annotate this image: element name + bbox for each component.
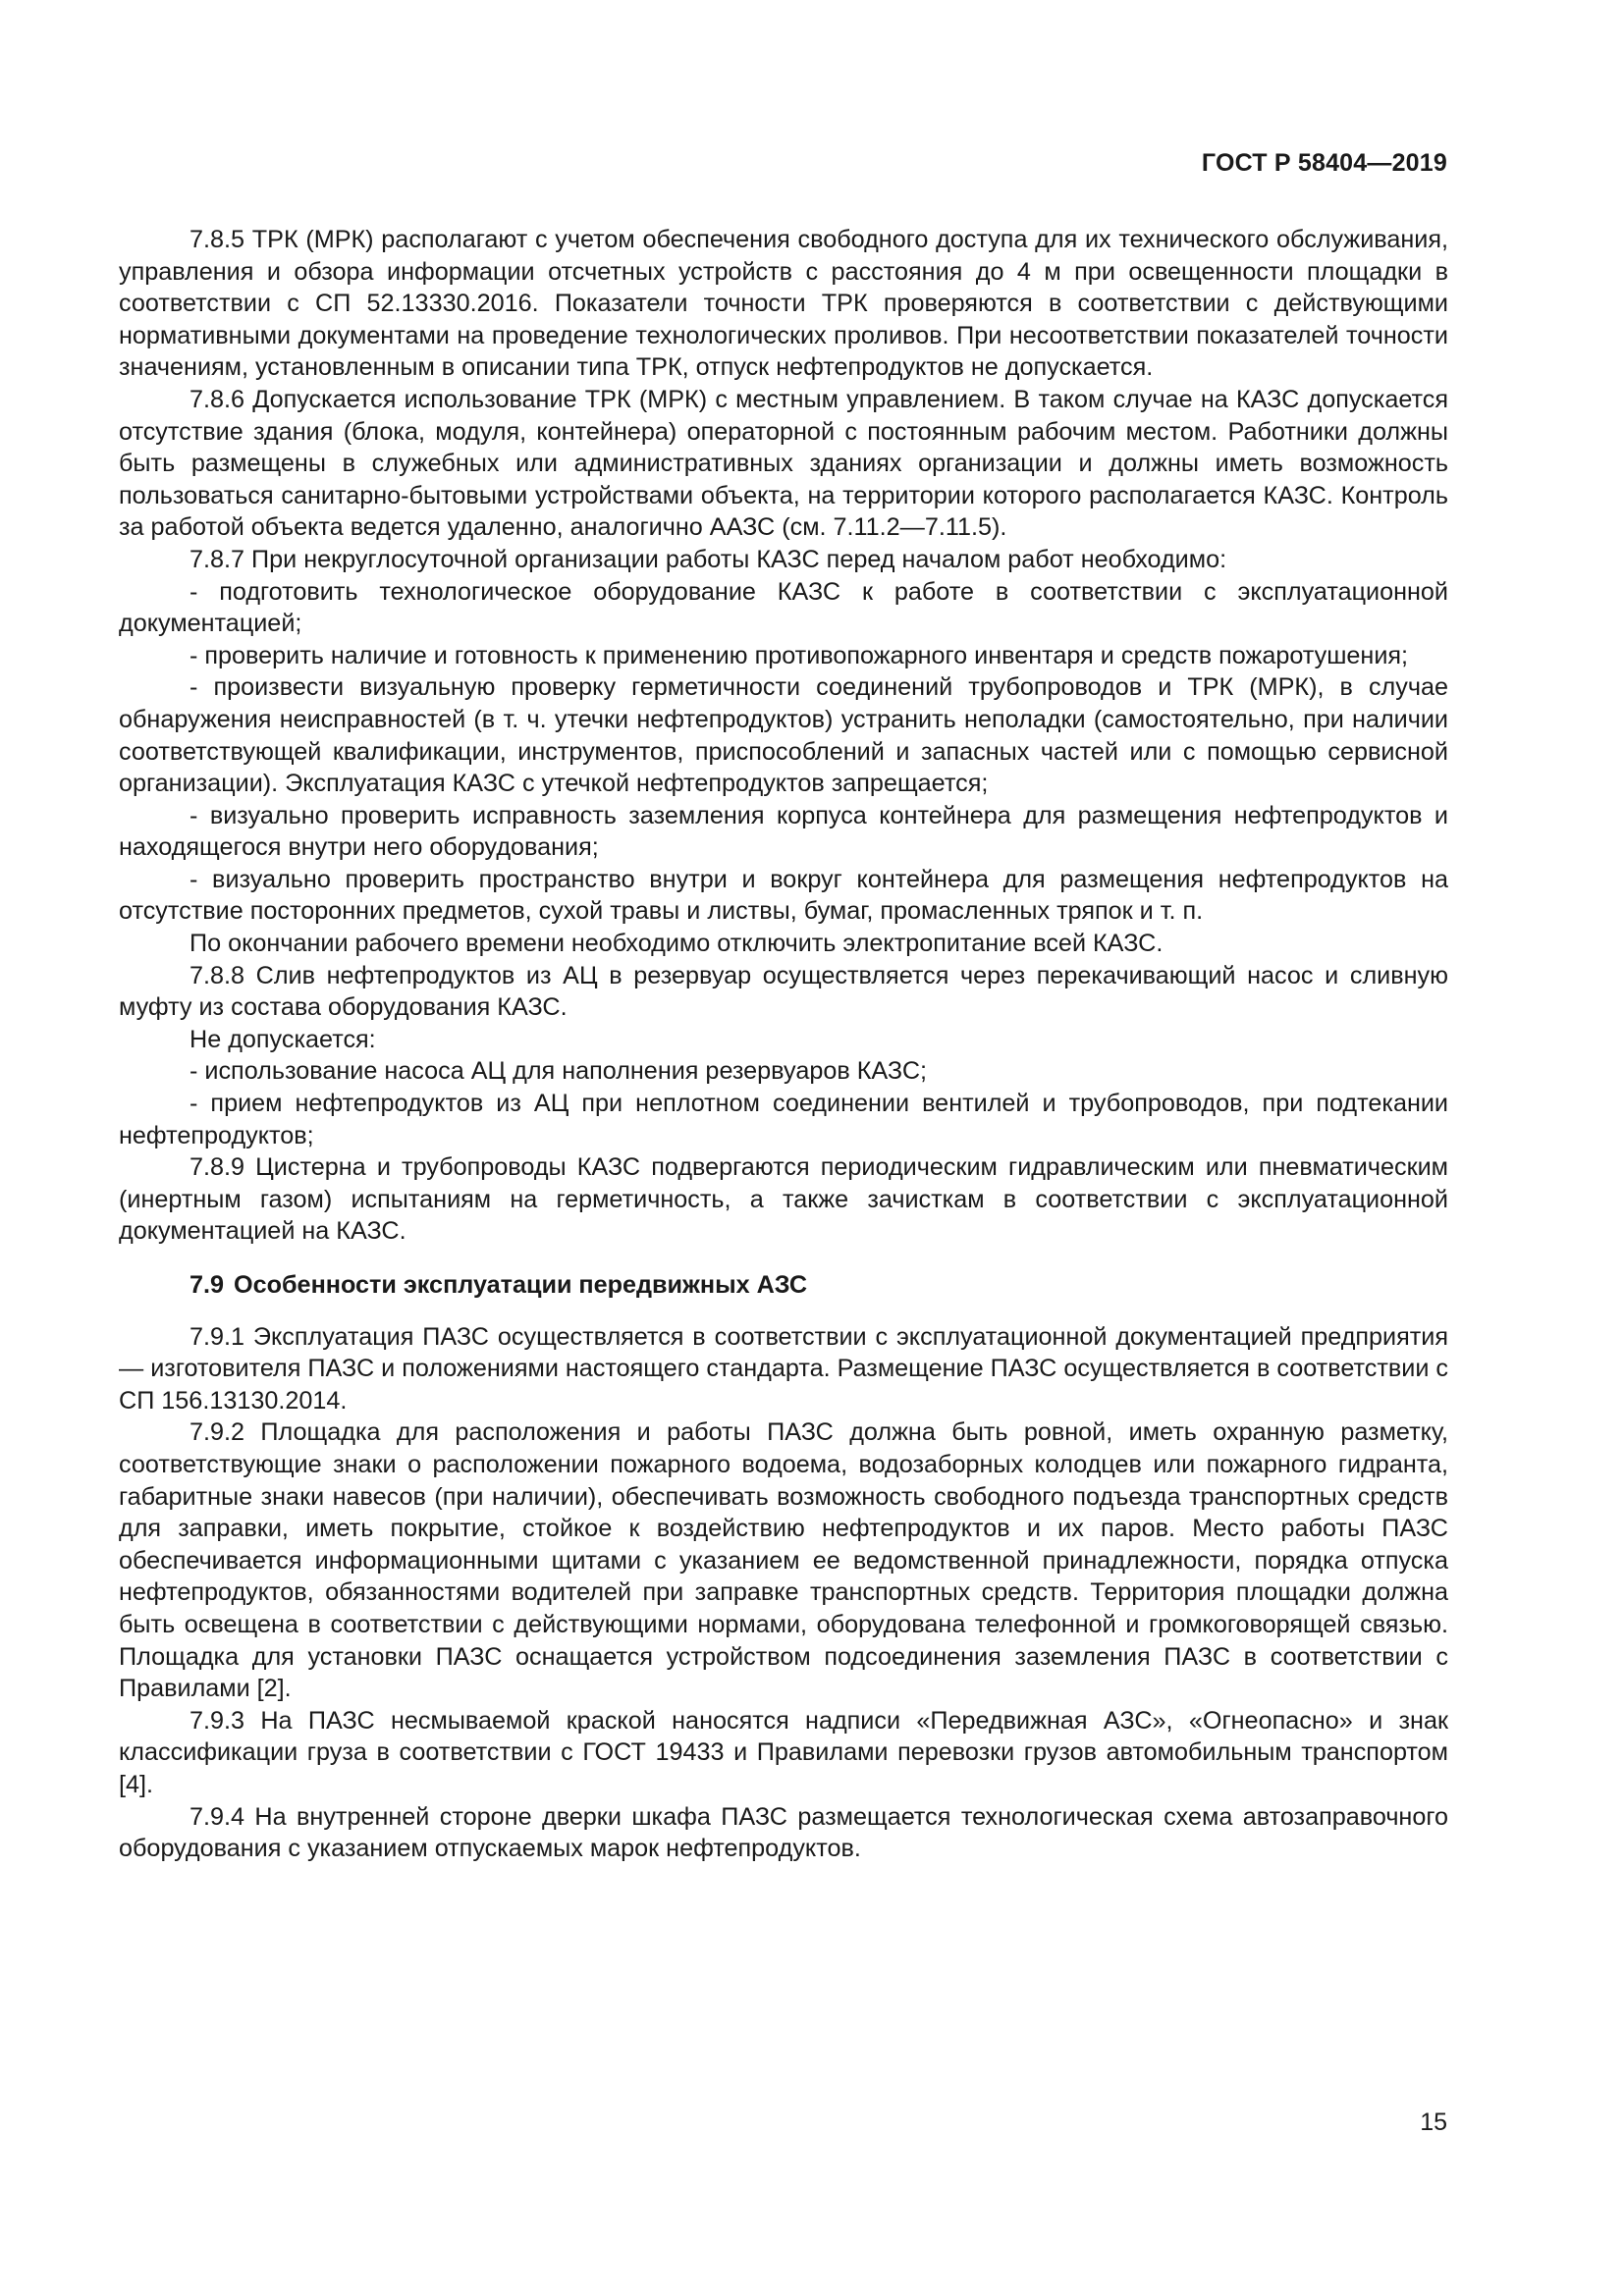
page-number: 15	[1420, 2109, 1447, 2136]
paragraph-end-of-shift: По окончании рабочего времени необходимо отключить электропитание всей КАЗС.	[189, 930, 1164, 958]
paragraph-7-8-9: 7.8.9 Цистерна и трубопроводы КАЗС подвергаются периодическим гидравлическим или пневматическим (инертным газом) испытаниям на герметичность, а также зачисткам в соответствии с эксплуатационной документацией на КАЗС.	[119, 1153, 1448, 1246]
list-item: - визуально проверить пространство внутри и вокруг контейнера для размещения нефтепродуктов на отсутствие посторонних предметов, сухой травы и листвы, бумаг, промасленных тряпок и т. п.	[119, 865, 1448, 926]
paragraph-7-8-7: 7.8.7 При некруглосуточной организации работы КАЗС перед началом работ необходимо:	[189, 545, 1227, 573]
list-item: - использование насоса АЦ для наполнения резервуаров КАЗС;	[189, 1057, 928, 1086]
paragraph-7-8-5: 7.8.5 ТРК (МРК) располагают с учетом обеспечения свободного доступа для их технического обслуживания, управления и обзора информации отсчетных устройств с расстояния до 4 м при освещенности площадки в соответствии с СП 52.13330.2016. Показатели точности ТРК проверяются в соответствии с действующими нормативными документами на проведение технологических проливов. При несоответствии показателей точности значениям, установленным в описании типа ТРК, отпуск нефтепродуктов не допускается.	[119, 226, 1448, 382]
document-body	[119, 224, 1448, 1865]
paragraph-7-8-6: 7.8.6 Допускается использование ТРК (МРК) с местным управлением. В таком случае на КАЗС допускается отсутствие здания (блока, модуля, контейнера) операторной с постоянным рабочим местом. Работники должны быть размещены в служебных или административных зданиях организации и должны иметь возможность пользоваться санитарно-бытовыми устройствами объекта, на территории которого располагается КАЗС. Контроль за работой объекта ведется удаленно, аналогично ААЗС (см. 7.11.2—7.11.5).	[119, 385, 1448, 542]
paragraph-7-9-2: 7.9.2 Площадка для расположения и работы ПАЗС должна быть ровной, иметь охранную разметку, соответствующие знаки о расположении пожарного водоема, водозаборных колодцев или пожарного гидранта, габаритные знаки навесов (при наличии), обеспечивать возможность свободного подъезда транспортных средств для заправки, иметь покрытие, стойкое к воздействию нефтепродуктов и их паров. Место работы ПАЗС обеспечивается информационными щитами с указанием ее ведомственной принадлежности, порядка отпуска нефтепродуктов, обязанностями водителей при заправке транспортных средств. Территория площадки должна быть освещена в соответствии с действующими нормами, оборудована телефонной и громкоговорящей связью. Площадка для установки ПАЗС оснащается устройством подсоединения заземления ПАЗС в соответствии с Правилами [2].	[119, 1418, 1448, 1703]
list-item: - прием нефтепродуктов из АЦ при неплотном соединении вентилей и трубопроводов, при подтекании нефтепродуктов;	[119, 1090, 1448, 1149]
list-item: - произвести визуальную проверку герметичности соединений трубопроводов и ТРК (МРК), в случае обнаружения неисправностей (в т. ч. утечки нефтепродуктов) устранить неполадки (самостоятельно, при наличии соответствующей квалификации, инструментов, приспособлений и запасных частей или с помощью сервисной организации). Эксплуатация КАЗС с утечкой нефтепродуктов запрещается;	[119, 673, 1448, 798]
document-code-header: ГОСТ Р 58404—2019	[1201, 149, 1447, 177]
paragraph-7-9-3: 7.9.3 На ПАЗС несмываемой краской наносятся надписи «Передвижная АЗС», «Огнеопасно» и знак классификации груза в соответствии с ГОСТ 19433 и Правилами перевозки грузов автомобильным транспортом [4].	[119, 1706, 1448, 1798]
list-item: - визуально проверить исправность заземления корпуса контейнера для размещения нефтепродуктов и находящегося внутри него оборудования;	[119, 801, 1448, 862]
paragraph-not-allowed: Не допускается:	[189, 1025, 376, 1053]
section-heading-7-9	[119, 1269, 1448, 1302]
paragraph-7-9-1: 7.9.1 Эксплуатация ПАЗС осуществляется в соответствии с эксплуатационной документацией предприятия — изготовителя ПАЗС и положениями настоящего стандарта. Размещение ПАЗС осуществляется в соответствии с СП 156.13130.2014.	[119, 1322, 1448, 1415]
list-item: - проверить наличие и готовность к применению противопожарного инвентаря и средств пожаротушения;	[189, 641, 1409, 669]
section-title: Особенности эксплуатации передвижных АЗС	[234, 1271, 808, 1299]
paragraph-7-8-8: 7.8.8 Слив нефтепродуктов из АЦ в резервуар осуществляется через перекачивающий насос и сливную муфту из состава оборудования КАЗС.	[119, 961, 1448, 1022]
paragraph-7-9-4: 7.9.4 На внутренней стороне дверки шкафа ПАЗС размещается технологическая схема автозаправочного оборудования с указанием отпускаемых марок нефтепродуктов.	[119, 1802, 1448, 1863]
list-item: - подготовить технологическое оборудование КАЗС к работе в соответствии с эксплуатационной документацией;	[119, 577, 1448, 638]
section-number: 7.9	[189, 1271, 225, 1299]
